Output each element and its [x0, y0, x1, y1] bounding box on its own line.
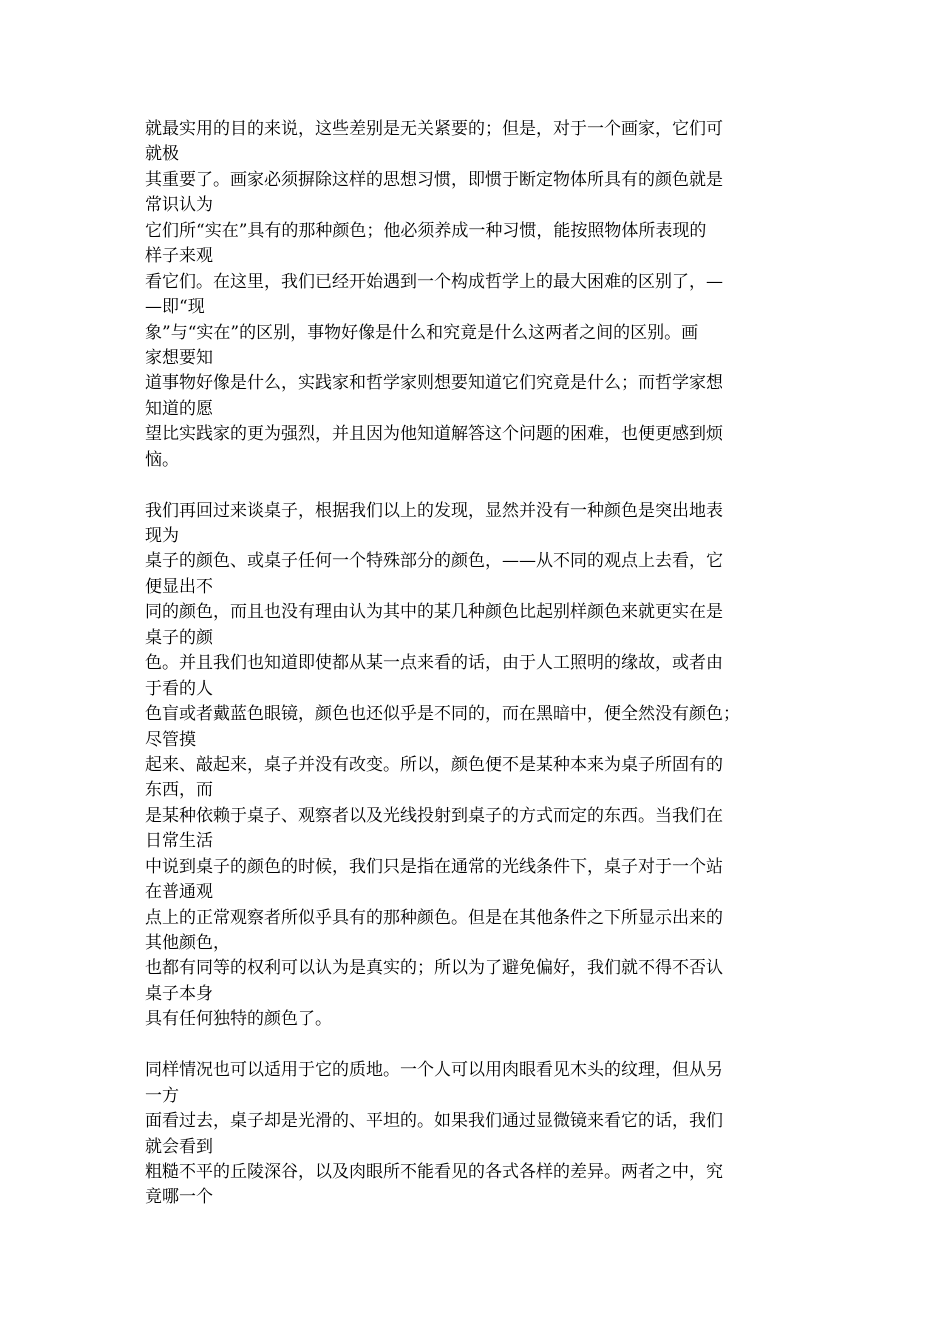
paragraph — [145, 117, 815, 473]
text-line: —即“现 — [145, 297, 205, 318]
text-line: 常识认为 — [145, 195, 213, 216]
text-line: 色。并且我们也知道即使都从某一点来看的话，由于人工照明的缘故，或者由 — [145, 653, 723, 674]
text-line: 就会看到 — [145, 1136, 213, 1157]
text-line: 东西，而 — [145, 780, 213, 801]
paragraph-gap — [145, 1033, 815, 1058]
text-line: 看它们。在这里，我们已经开始遇到一个构成哲学上的最大困难的区别了，— — [145, 271, 723, 292]
text-line: 一方 — [145, 1085, 179, 1106]
text-line: 我们再回过来谈桌子，根据我们以上的发现，显然并没有一种颜色是突出地表 — [145, 500, 723, 521]
text-line: 其重要了。画家必须摒除这样的思想习惯，即惯于断定物体所具有的颜色就是 — [145, 169, 723, 190]
text-line: 是某种依赖于桌子、观察者以及光线投射到桌子的方式而定的东西。当我们在 — [145, 805, 723, 826]
text-line: 竟哪一个 — [145, 1187, 213, 1208]
text-line: 家想要知 — [145, 347, 213, 368]
text-line: 桌子的颜 — [145, 627, 213, 648]
text-line: 就最实用的目的来说，这些差别是无关紧要的；但是，对于一个画家，它们可 — [145, 119, 723, 139]
text-line: 粗糙不平的丘陵深谷，以及肉眼所不能看见的各式各样的差异。两者之中，究 — [145, 1161, 723, 1182]
text-line: 道事物好像是什么，实践家和哲学家则想要知道它们究竟是什么；而哲学家想 — [145, 373, 723, 394]
text-line: 恼。 — [145, 449, 179, 470]
text-line: 也都有同等的权利可以认为是真实的；所以为了避免偏好，我们就不得不否认 — [145, 958, 723, 979]
text-line: 尽管摸 — [145, 729, 196, 750]
text-line: 具有任何独特的颜色了。 — [145, 1009, 332, 1030]
text-line: 知道的愿 — [145, 398, 213, 419]
text-line: 它们所“实在”具有的那种颜色；他必须养成一种习惯，能按照物体所表现的 — [145, 220, 707, 241]
text-line: 现为 — [145, 526, 179, 546]
text-line: 于看的人 — [145, 678, 213, 699]
text-line: 象”与“实在”的区别，事物好像是什么和究竟是什么这两者之间的区别。画 — [145, 322, 699, 343]
text-line: 色盲或者戴蓝色眼镜，颜色也还似乎是不同的，而在黑暗中，便全然没有颜色； — [145, 704, 740, 725]
text-line: 同样情况也可以适用于它的质地。一个人可以用肉眼看见木头的纹理，但从另 — [145, 1060, 723, 1081]
text-line: 起来、敲起来，桌子并没有改变。所以，颜色便不是某种本来为桌子所固有的 — [145, 754, 723, 775]
text-line: 同的颜色，而且也没有理由认为其中的某几种颜色比起别样颜色来就更实在是 — [145, 602, 723, 623]
text-line: 就极 — [145, 144, 179, 165]
text-line: 中说到桌子的颜色的时候，我们只是指在通常的光线条件下，桌子对于一个站 — [145, 856, 723, 877]
text-line: 样子来观 — [145, 246, 213, 267]
text-line: 桌子本身 — [145, 983, 213, 1004]
text-line: 其他颜色， — [145, 933, 230, 953]
text-line: 在普通观 — [145, 882, 213, 903]
text-line: 日常生活 — [145, 831, 213, 852]
text-line: 桌子的颜色、或桌子任何一个特殊部分的颜色，——从不同的观点上去看，它 — [145, 551, 723, 572]
paragraph — [145, 1058, 815, 1211]
document-body — [145, 117, 815, 1211]
text-line: 望比实践家的更为强烈，并且因为他知道解答这个问题的困难，也便更感到烦 — [145, 424, 723, 445]
text-line: 点上的正常观察者所似乎具有的那种颜色。但是在其他条件之下所显示出来的 — [145, 907, 723, 928]
paragraph-gap — [145, 473, 815, 498]
paragraph — [145, 499, 815, 1033]
text-line: 便显出不 — [145, 576, 213, 597]
text-line: 面看过去，桌子却是光滑的、平坦的。如果我们通过显微镜来看它的话，我们 — [145, 1111, 723, 1132]
